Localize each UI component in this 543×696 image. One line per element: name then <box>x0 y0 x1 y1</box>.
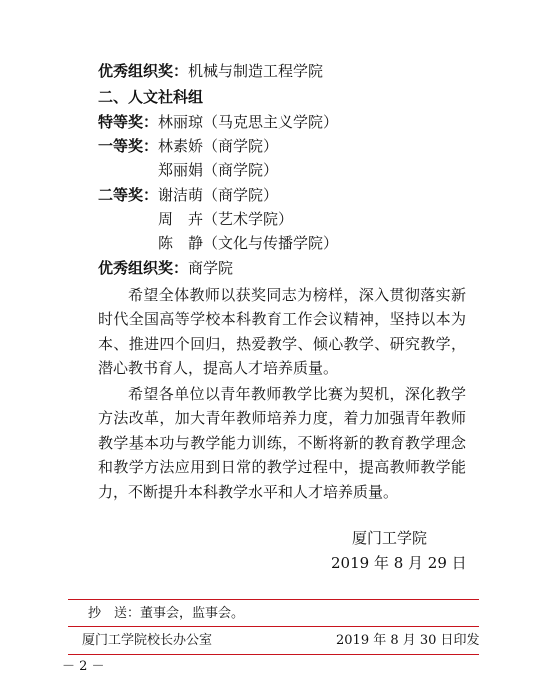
award-value: 林素娇（商学院） <box>158 137 279 155</box>
signature-date: 2019 年 8 月 29 日 <box>331 554 467 572</box>
award-value: 林丽琼（马克思主义学院） <box>158 113 339 131</box>
award-label: 优秀组织奖： <box>98 259 189 277</box>
award-label: 一等奖： <box>98 137 159 155</box>
first-prize <box>98 136 278 156</box>
second-prize-winner-3: 陈 静（文化与传播学院） <box>158 234 339 252</box>
award-label: 二等奖： <box>98 186 159 204</box>
middle-rule <box>68 626 479 627</box>
award-value: 谢洁萌（商学院） <box>158 186 279 204</box>
cc-value: 董事会，监事会。 <box>140 606 245 621</box>
paragraph-1: 希望全体教师以获奖同志为榜样，深入贯彻落实新时代全国高等学校本科教育工作会议精神，坚持以本为本、推进四个回归，热爱教学、倾心教学、研究教学，潜心教书育人，提高人才培养质量。 <box>98 286 466 378</box>
excellent-org-award-1 <box>98 61 323 81</box>
top-rule <box>68 599 479 600</box>
award-label: 特等奖： <box>98 113 159 131</box>
special-prize <box>98 112 338 132</box>
issuer: 厦门工学院校长办公室 <box>82 633 213 648</box>
bottom-rule <box>68 654 479 655</box>
excellent-org-award-2 <box>98 258 233 278</box>
award-label: 优秀组织奖： <box>98 62 189 80</box>
cc-line <box>88 604 244 624</box>
print-date: 2019 年 8 月 30 日印发 <box>336 633 480 648</box>
paragraph-2: 希望各单位以青年教师教学比赛为契机，深化教学方法改革，加大青年教师培养力度，着力加强青年教师教学基本功与教学能力训练，不断将新的教育教学理念和教学方法应用到日常的教学过程中，提高教师教学能力，不断提升本科教学水平和人才培养质量。 <box>98 385 466 501</box>
page-number: － 2 － <box>62 659 105 674</box>
award-value: 机械与制造工程学院 <box>188 62 324 80</box>
section-title: 二、人文社科组 <box>98 88 204 106</box>
award-value: 商学院 <box>188 259 234 277</box>
cc-label: 抄 送： <box>88 606 141 621</box>
second-prize <box>98 185 278 205</box>
first-prize-winner-2: 郑丽娟（商学院） <box>158 161 279 179</box>
signature-org: 厦门工学院 <box>352 529 428 547</box>
second-prize-winner-2: 周 卉（艺术学院） <box>158 210 294 228</box>
